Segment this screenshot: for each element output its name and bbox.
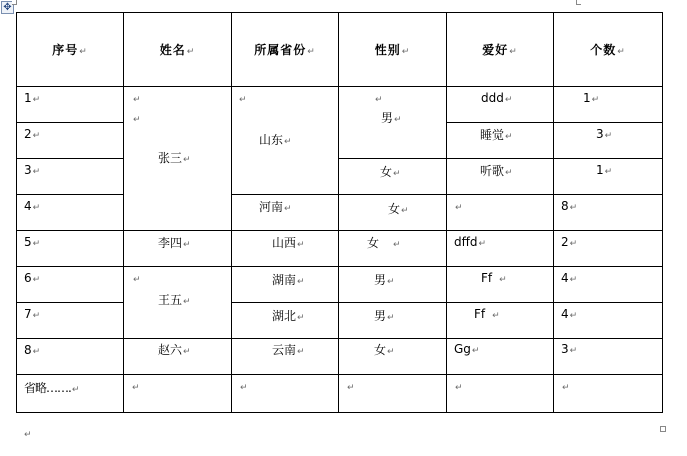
paragraph-mark-icon: ↵ [32,131,41,141]
header-cell-number[interactable] [17,13,124,87]
table-row [17,159,663,195]
cell-province[interactable] [232,267,339,303]
cell-number[interactable] [17,339,124,375]
header-cell-province[interactable] [232,13,339,87]
table-row [17,231,663,267]
cell-count[interactable] [554,267,663,303]
paragraph-mark-icon: ↵ [32,239,41,249]
paragraph-mark-icon: ↵ [32,347,41,357]
paragraph-mark-icon: ↵ [387,277,395,287]
cell-text: 女↵ [380,165,401,179]
cell-number[interactable] [17,231,124,267]
cell-text: 听歌↵ [480,164,513,178]
cell-empty[interactable] [447,375,554,413]
cell-name[interactable] [124,231,232,267]
cell-text: 山东↵ [259,133,292,147]
cell-text: 睡觉↵ [480,128,513,142]
cell-text: 河南↵ [259,200,292,214]
header-cell-name[interactable] [124,13,232,87]
table-row [17,87,663,123]
header-cell-gender[interactable] [339,13,447,87]
paragraph-mark-icon: ↵ [604,131,613,141]
paragraph-mark-icon: ↵ [297,347,305,357]
paragraph-mark-icon: ↵ [71,385,79,395]
cell-gender-merged[interactable] [339,87,447,159]
header-label: 性别 [374,43,401,57]
cell-number[interactable] [17,375,124,413]
cell-text: 3↵ [24,163,41,177]
cell-text: 2↵ [561,235,578,249]
cell-text: Ff ↵ [474,307,500,321]
paragraph-mark-icon: ↵ [562,383,570,393]
cell-text: 山西↵ [272,236,305,250]
paragraph-mark-icon: ↵ [401,206,409,216]
paragraph-mark-icon: ↵ [569,203,578,213]
paragraph-mark-icon: ↵ [24,430,32,440]
paragraph-mark-icon: ↵ [239,95,247,105]
cell-province-merged[interactable] [232,87,339,195]
header-label: 个数 [590,43,617,57]
paragraph-mark-icon: ↵ [569,311,578,321]
cell-hobby[interactable] [447,267,554,303]
cell-text: 1↵ [24,91,41,105]
header-label: 所属省份 [254,43,307,57]
paragraph-mark-icon: ↵ [183,240,191,250]
table-row [17,303,663,339]
cell-hobby[interactable] [447,231,554,267]
cell-text: dffd↵ [454,235,487,249]
cell-province[interactable] [232,339,339,375]
paragraph-mark-icon: ↵ [32,311,41,321]
cell-text: 7↵ [24,307,41,321]
cell-number[interactable] [17,159,124,195]
text-boundary-corner-mark [12,0,17,5]
paragraph-mark-icon: ↵ [492,311,500,321]
paragraph-mark-icon: ↵ [509,47,518,57]
paragraph-mark-icon: ↵ [297,277,305,287]
table-header-row [17,13,663,87]
cell-text: 王五↵ [158,293,191,307]
cell-text: 6↵ [24,271,41,285]
cell-text: 云南↵ [272,343,305,357]
cell-text: 女↵ [374,343,395,357]
paragraph-mark-icon: ↵ [455,383,463,393]
cell-empty[interactable] [124,375,232,413]
cell-text: 男↵ [374,273,395,287]
cell-text: 省略…….↵ [24,381,79,395]
cell-number[interactable] [17,195,124,231]
header-label: 姓名 [159,43,186,57]
cell-hobby[interactable] [447,159,554,195]
cell-text: 张三↵ [158,151,191,165]
paragraph-mark-icon: ↵ [504,95,513,105]
cell-count[interactable] [554,231,663,267]
paragraph-mark-icon: ↵ [393,240,401,250]
paragraph-mark-icon: ↵ [394,115,402,125]
paragraph-mark-icon: ↵ [393,169,401,179]
cell-name-merged[interactable] [124,87,232,231]
cell-province[interactable] [232,303,339,339]
cell-count[interactable] [554,339,663,375]
data-table [16,12,663,413]
paragraph-mark-icon: ↵ [505,168,513,178]
table-row [17,267,663,303]
header-label: 序号 [52,43,79,57]
table-row [17,339,663,375]
cell-hobby[interactable] [447,195,554,231]
paragraph-mark-icon: ↵ [297,240,305,250]
paragraph-mark-icon: ↵ [569,275,578,285]
cell-count[interactable] [554,303,663,339]
paragraph-mark-icon: ↵ [284,204,292,214]
cell-text: Ff ↵ [481,271,507,285]
cell-name[interactable] [124,339,232,375]
cell-text: 女↵ [388,202,409,216]
text-boundary-corner-mark [576,0,581,5]
paragraph-mark-icon: ↵ [32,167,41,177]
cell-text: 4↵ [24,199,41,213]
header-cell-count[interactable] [554,13,663,87]
cell-gender[interactable] [339,231,447,267]
cell-count[interactable] [554,159,663,195]
cell-text: 4↵ [561,271,578,285]
cell-count[interactable] [554,195,663,231]
cell-count[interactable] [554,87,663,123]
cell-empty[interactable] [339,375,447,413]
cell-text: 5↵ [24,235,41,249]
header-label: 爱好 [482,43,509,57]
cell-gender[interactable] [339,339,447,375]
cell-gender[interactable] [339,159,447,195]
cell-text: 8↵ [24,343,41,357]
paragraph-mark-icon: ↵ [297,313,305,323]
cell-number[interactable] [17,123,124,159]
paragraph-mark-icon: ↵ [133,95,141,105]
table-move-handle-icon[interactable]: ✥ [1,1,14,14]
cell-text: ddd↵ [481,91,513,105]
paragraph-mark-icon: ↵ [569,346,578,356]
cell-number[interactable] [17,87,124,123]
paragraph-mark-icon: ↵ [79,47,88,57]
cell-text: 1↵ [596,163,613,177]
paragraph-mark-icon: ↵ [505,132,513,142]
cell-count[interactable] [554,123,663,159]
paragraph-mark-icon: ↵ [387,313,395,323]
paragraph-mark-icon: ↵ [240,383,248,393]
cell-text: 赵六↵ [158,343,191,357]
cell-text: 男↵ [381,111,402,125]
paragraph-mark-icon: ↵ [32,275,41,285]
paragraph-mark-icon: ↵ [471,346,480,356]
table-row [17,195,663,231]
cell-text: 男↵ [374,309,395,323]
paragraph-mark-icon: ↵ [569,239,578,249]
cell-text: 湖南↵ [272,273,305,287]
cell-empty[interactable] [554,375,663,413]
cell-gender[interactable] [339,303,447,339]
cell-hobby[interactable] [447,123,554,159]
table-row [17,375,663,413]
paragraph-mark-icon: ↵ [133,115,141,125]
paragraph-mark-icon: ↵ [183,155,191,165]
cell-province[interactable] [232,231,339,267]
cell-text: 女 ↵ [367,236,401,250]
paragraph-mark-icon: ↵ [186,47,196,57]
paragraph-mark-icon: ↵ [183,347,191,357]
cell-hobby[interactable] [447,339,554,375]
cell-text: 3↵ [561,342,578,356]
header-cell-hobby[interactable] [447,13,554,87]
cell-text: 1↵ [583,91,600,105]
cell-province[interactable] [232,195,339,231]
paragraph-mark-icon: ↵ [132,383,140,393]
paragraph-mark-icon: ↵ [604,167,613,177]
table-resize-handle[interactable] [660,426,666,432]
cell-empty[interactable] [232,375,339,413]
paragraph-mark-icon: ↵ [32,203,41,213]
paragraph-mark-icon: ↵ [617,47,626,57]
paragraph-mark-icon: ↵ [347,383,355,393]
cell-text: 2↵ [24,127,41,141]
paragraph-mark-icon: ↵ [183,297,191,307]
cell-text: 4↵ [561,307,578,321]
cell-hobby[interactable] [447,87,554,123]
paragraph-mark-icon: ↵ [499,275,507,285]
paragraph-mark-icon: ↵ [401,47,411,57]
cell-text: 湖北↵ [272,309,305,323]
paragraph-mark-icon: ↵ [387,347,395,357]
cell-gender[interactable] [339,195,447,231]
cell-number[interactable] [17,303,124,339]
paragraph-mark-icon: ↵ [455,203,463,213]
cell-text: Gg↵ [454,342,480,356]
paragraph-mark-icon: ↵ [478,239,487,249]
cell-text: 8↵ [561,199,578,213]
cell-gender[interactable] [339,267,447,303]
cell-text: 3↵ [596,127,613,141]
cell-number[interactable] [17,267,124,303]
paragraph-mark-icon: ↵ [284,137,292,147]
paragraph-mark-icon: ↵ [591,95,600,105]
cell-name-merged[interactable] [124,267,232,339]
cell-text: 李四↵ [158,236,191,250]
cell-hobby[interactable] [447,303,554,339]
paragraph-mark-icon: ↵ [32,95,41,105]
paragraph-mark-icon: ↵ [375,95,383,105]
paragraph-mark-icon: ↵ [307,47,316,57]
paragraph-mark-icon: ↵ [133,275,141,285]
